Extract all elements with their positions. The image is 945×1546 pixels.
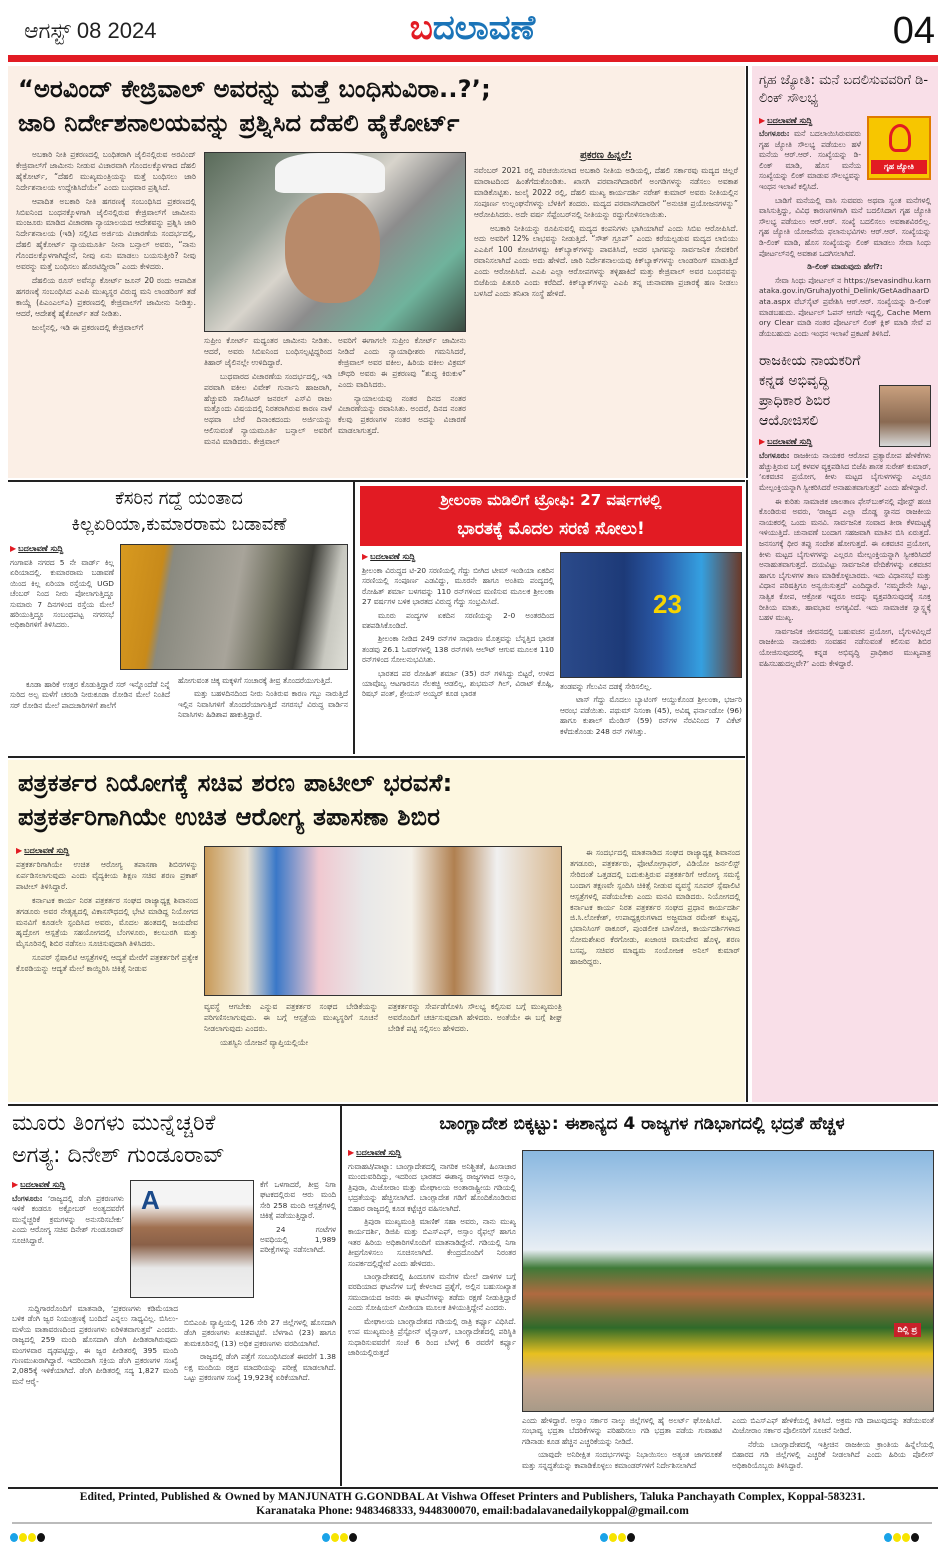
jersey-number: 23: [653, 589, 682, 619]
backdrop-lettering: A: [141, 1185, 162, 1215]
paragraph: ಗುವಾಹಟಿ/ಪಾಟ್ನಾ: ಬಾಂಗ್ಲಾದೇಶದಲ್ಲಿ ನಾಗರಿಕ ಅನಿಶ್ಚಿತತೆ, ಹಿಂಸಾಚಾರ ಮುಂದುವರಿದಿದ್ದು, ಇದರಿಂದ ಭಾರತದ ಈಶಾನ್ಯ ರಾಜ್ಯಗಳಾದ ಅಸ್ಸಾಂ, ತ್ರಿಪುರಾ, ಮಿಜೋರಾಂ ಮತ್ತು ಮೇಘಾಲಯ ಅಂತಾರಾಷ್ಟ್ರೀಯ ಗಡಿಯಲ್ಲಿ ಭದ್ರತೆಯನ್ನು ಹೆಚ್ಚಿಸಲಾಗಿದೆ. ಬಾಂಗ್ಲಾದೇಶ ಗಡಿಗೆ ಹೊಂದಿಕೊಂಡಿರುವ ಬಿಹಾರ ರಾಜ್ಯದಲ್ಲಿ ಕೂಡ ಕಟ್ಟೆಚ್ಚರ ವಹಿಸಲಾಗಿದೆ.: [348, 1162, 516, 1213]
bangladesh-story: [346, 1108, 938, 1486]
registration-marks: [322, 1527, 358, 1537]
column-divider: [340, 1106, 342, 1486]
rajakiya-headline: ರಾಜಕೀಯ ನಾಯಕರಿಗೆ ಕನ್ನಡ ಅಭಿವೃದ್ಧಿ ಪ್ರಾಧಿಕಾರ ಶಿಬಿರ ಆಯೋಜಿಸಲಿ: [759, 353, 861, 430]
byline: ▶ ಬದಲಾವಣೆ ಸುದ್ದಿ: [759, 116, 931, 126]
byline: ▶ ಬದಲಾವಣೆ ಸುದ್ದಿ: [10, 544, 63, 554]
bangla-col1: [348, 1162, 516, 1361]
border-security-photo: [522, 1150, 934, 1412]
paragraph: ಯಶಸ್ವಿನಿ ಯೋಜನೆ ವ್ಯಾಪ್ತಿಯಲ್ಲಿಯೇ: [220, 1037, 309, 1047]
minister-delegation-photo: [204, 846, 562, 996]
paragraph: ಸಾರ್ವಜನಿಕ ಜೀವನದಲ್ಲಿ ಬಹುವಚನ ಪ್ರಯೋಗ, ಬೈಗುಳವಿಲ್ಲದೆ ರಾಜಕೀಯ ನಾಯಕರು ಸಂವಹನ ನಡೆಸುವಂತೆ ಕಲಿಸುವ ಶಿಬಿರ ಯೋಜಿಸುವುದರಲ್ಲಿ ಕನ್ನಡ ಅಭಿವೃದ್ಧಿ ಪ್ರಾಧಿಕಾರ ಮುಖ್ಯಪಾತ್ರ ವಹಿಸಬಹುದಲ್ಲವೇ?’ ಎಂದು ಕೇಳಿದ್ದಾರೆ.: [759, 626, 931, 668]
patrakarta-col3: [388, 1002, 562, 1038]
paragraph: ಈ ಸಂದರ್ಭದಲ್ಲಿ ಮಾತನಾಡಿದ ಸಂಘದ ರಾಜ್ಯಾಧ್ಯಕ್ಷ ಶಿವಾನಂದ ತಗಡೂರು, ಪತ್ರಕರ್ತರು, ಫೋಟೋಗ್ರಾಫರ್, ವಿಡಿಯೋ ಜರ್ನಲಿಸ್ಟ್ ಸೇರಿದಂತೆ ಒತ್ತಡದಲ್ಲಿ ಬದುಕುತ್ತಿರುವ ಪತ್ರಕರ್ತರಿಗೆ ಆರೋಗ್ಯ ಸಮಸ್ಯೆ ಬಂದಾಗ ತಕ್ಷಣವೇ ಸ್ಪಂದಿಸಿ ಚಿಕಿತ್ಸೆ ನೀಡುವ ವ್ಯವಸ್ಥೆ ಸೂಪರ್ ಸ್ಪೆಷಾಲಿಟಿ ಆಸ್ಪತ್ರೆಗಳಲ್ಲಿ ಪಡೆಯಬೇಕು ಎಂದು ಮನವಿ ಮಾಡಿದರು. ನಿಯೋಗದಲ್ಲಿ ಕರ್ನಾಟಕ ಕಾರ್ಯ ನಿರತ ಪತ್ರಕರ್ತರ ಸಂಘದ ಪ್ರಧಾನ ಕಾರ್ಯದರ್ಶಿ ಜಿ.ಸಿ.ಲೋಕೇಶ್, ಉಪಾಧ್ಯಕ್ಷರುಗಳಾದ ಅಜ್ಜಮಾಡ ರಮೇಶ್ ಕುಟ್ಟಪ್ಪ, ಭವಾನಿಸಿಂಗ್ ಠಾಕೂರ್, ಪುಂಡಲೀಕ ಬಾಳೋಜಿ, ಕಾರ್ಯದರ್ಶಿಗಳಾದ ಸೋಮಶೇಖರ ಕೆರಗೋಡು, ಖಜಾಂಚಿ ವಾಸುದೇವ ಹೊಳ್ಳ, ಶರಣ ಬಸಪ್ಪ, ಸಚಿವರ ಮಾಧ್ಯಮ ಸಂಯೋಜಕ ಅನಿಲ್ ಕುಮಾರ್ ಹಾಜರಿದ್ದರು.: [570, 848, 740, 967]
bangla-headline: ಬಾಂಗ್ಲಾದೇಶ ಬಿಕ್ಕಟ್ಟು: ಈಶಾನ್ಯದ 4 ರಾಜ್ಯಗಳ ಗಡಿಭಾಗದಲ್ಲಿ ಭದ್ರತೆ ಹೆಚ್ಚಳ: [439, 1114, 845, 1134]
bangla-col3: [732, 1416, 934, 1474]
column-divider: [746, 480, 748, 1102]
srilanka-headline-line1: ಶ್ರೀಲಂಕಾ ಮಡಿಲಿಗೆ ಟ್ರೋಫಿ: 27 ವರ್ಷಗಳಲ್ಲಿ: [440, 491, 662, 509]
logo-rest: ದಲಾವಣೆ: [432, 8, 536, 48]
patrakarta-col2: [204, 1002, 378, 1052]
paragraph: ಮನೆ ಬದಲಾಯಿಸಿರುವವರು ಗೃಹ ಜ್ಯೋತಿ ಸೌಲಭ್ಯ ಪಡೆಯಲು ಹಳೆ ಮನೆಯ ಆರ್.ಆರ್. ಸಂಖ್ಯೆಯನ್ನು ಡಿ-ಲಿಂಕ್ ಮಾಡಿ, ಹೊಸ ಮನೆಯ ಸಂಖ್ಯೆಯನ್ನು ಲಿಂಕ್ ಮಾಡುವ ಸೌಲಭ್ಯವನ್ನು ಇಂಧನ ಇಲಾಖೆ ಕಲ್ಪಿಸಿದೆ.: [759, 129, 861, 191]
right-column: [752, 66, 938, 1102]
dengue-story: [8, 1108, 338, 1486]
suresh-kumar-photo: [879, 385, 931, 447]
gruha-headline: ಗೃಹ ಜ್ಯೋತಿ: ಮನೆ ಬದಲಿಸುವವರಿಗೆ ಡಿ-ಲಿಂಕ್ ಸೌಲಭ್ಯ: [759, 73, 929, 106]
gruha-subhead: ಡಿ-ಲಿಂಕ್ ಮಾಡುವುದು ಹೇಗೆ?:: [807, 262, 883, 272]
patrakarta-headline-line2: ಪತ್ರಕರ್ತರಿಗಾಗಿಯೇ ಉಚಿತ ಆರೋಗ್ಯ ತಪಾಸಣಾ ಶಿಬಿರ: [18, 803, 441, 831]
logo-first-letter: ಬ: [409, 8, 433, 48]
bulb-icon: [889, 124, 911, 152]
newspaper-logo: [0, 8, 945, 48]
registration-marks: [600, 1527, 636, 1537]
byline: ▶ ಬದಲಾವಣೆ ಸುದ್ದಿ: [362, 552, 415, 562]
srilanka-story: [360, 484, 745, 754]
gruha-jyothi-story: [759, 72, 931, 339]
imprint-footer: [0, 1490, 945, 1518]
masthead-divider: [8, 55, 938, 62]
dateline: ಬೆಂಗಳೂರು:: [12, 1194, 43, 1203]
lead-subheading: ಪ್ರಕರಣ ಹಿನ್ನಲೆ:: [580, 150, 632, 161]
paragraph: ‘ರಾಜ್ಯದಲ್ಲಿ ಡೆಂಗಿ ಪ್ರಕರಣಗಳು ಇಳಿಕೆ ಕಂಡರೂ ಅಕ್ಟೋಬರ್ ಅಂತ್ಯದವರೆಗೆ ಮುನ್ನೆಚ್ಚರಿಕೆ ಕ್ರಮಗಳನ್ನು ಅನುಸರಿಸಬೇಕು’ ಎಂದು ಆರೋಗ್ಯ ಸಚಿವ ದಿನೇಶ್ ಗುಂಡೂರಾವ್ ಸೂಚಿಸಿದ್ದಾರೆ.: [12, 1194, 124, 1245]
srilanka-headline-line2: ಭಾರತಕ್ಕೆ ಮೊದಲ ಸರಣಿ ಸೋಲು!: [457, 519, 645, 539]
dengue-col3: [184, 1318, 336, 1386]
byline: ▶ ಬದಲಾವಣೆ ಸುದ್ದಿ: [348, 1148, 401, 1158]
kesari-col2: [178, 676, 348, 724]
paragraph: ಜುಲೈನಲ್ಲಿ, ಇಡಿ ಈ ಪ್ರಕರಣದಲ್ಲಿ ಕೇಜ್ರಿವಾಲ್‌ಗೆ: [32, 322, 144, 332]
logo-caption: ಗೃಹ ಜ್ಯೋತಿ: [871, 160, 927, 174]
srilanka-col1: [362, 566, 554, 703]
lead-headline-line2: ಜಾರಿ ನಿರ್ದೇಶನಾಲಯವನ್ನು ಪ್ರಶ್ನಿಸಿದ ದೆಹಲಿ ಹೈಕೋರ್ಟ್: [18, 109, 460, 137]
dateline: ಬೆಂಗಳೂರು:: [759, 129, 790, 138]
photo-sign: ದಿಲ್ಲಿ ಪ್ರ: [894, 1323, 921, 1337]
paragraph: ರಾಜಕೀಯ ನಾಯಕರ ಆರೋಪ ಪ್ರತ್ಯಾರೋಪ ಹೇಳಿಕೆಗಳು ಹೆಚ್ಚುತ್ತಿರುವ ಬಗ್ಗೆ ಕಳವಳ ವ್ಯಕ್ತಪಡಿಸಿದ ಬಿಜೆಪಿ ಶಾಸಕ ಸುರೇಶ್ ಕುಮಾರ್, ‘ಏಕವಚನ ಪ್ರಯೋಗ, ಕೀಳು ಮಟ್ಟದ ಬೈಗುಳಗಳನ್ನು ಎಲ್ಲರೂ ಮೇಲ್ಪಂಕ್ತಿಯನ್ನಾಗಿ ಸ್ವೀಕರಿಸಿದರೆ ಅನಾಹುತವಾಗುತ್ತದೆ’ ಎಂದು ಹೇಳಿದ್ದಾರೆ.: [759, 451, 931, 493]
srilanka-col2: [560, 682, 742, 740]
column-divider: [746, 66, 748, 478]
dengue-headline-line2: ಅಗತ್ಯ: ದಿನೇಶ್ ಗುಂಡೂರಾವ್: [12, 1143, 225, 1168]
paragraph: ಸುಪ್ರೀಂ ಕೋರ್ಟ್ ಮಧ್ಯಂತರ ಜಾಮೀನು ನೀಡಿತು. ಆದರೆ, ಅವರು ಸಿಬಿಐನಿಂದ ಬಂಧಿಸಲ್ಪಟ್ಟಿದ್ದರಿಂದ ತಿಹಾರ್ ಜೈಲಿನಲ್ಲೇ ಉಳಿದಿದ್ದಾರೆ.: [204, 336, 332, 367]
journalist-health-story: [8, 760, 745, 1102]
paragraph: ಬಾಂಗ್ಲಾದೇಶದಲ್ಲಿ ಹಿಂದೂಗಳ ಮನೆಗಳ ಮೇಲೆ ದಾಳಿಗಳ ಬಗ್ಗೆ ವರದಿಯಾದ ಘಟನೆಗಳ ಬಗ್ಗೆ ಕೇಳಲಾದ ಪ್ರಶ್ನೆಗೆ, ಅಲ್ಲಿನ ಬಹುಸಂಖ್ಯಾತ ಸಮುದಾಯದ ಜನರು ಈ ಘಟನೆಗಳನ್ನು ತಡೆದು ರಕ್ಷಣೆ ನೀಡುತ್ತಿದ್ದಾರೆ ಎಂದು ಸೋಷಿಯಲ್ ಮೀಡಿಯಾ ಮೂಲಕ ತಿಳಿಯುತ್ತಿದ್ದೇನೆ ಎಂದರು.: [348, 1272, 516, 1313]
patrakarta-col4: [570, 848, 740, 971]
paragraph: ಅವರಿಗೆ ಈಗಾಗಲೇ ಸುಪ್ರೀಂ ಕೋರ್ಟ್ ಜಾಮೀನು ನೀಡಿದೆ ಎಂದು ನ್ಯಾಯಾಧೀಶರು ಗಮನಿಸಿದರೆ, ಕೇಜ್ರಿವಾಲ್ ಅವರ ವಕೀಲ, ಹಿರಿಯ ವಕೀಲ ವಿಕ್ರಮ್ ಚೌಧರಿ ಅವರು ಈ ಪ್ರಕರಣವು “ಶುದ್ಧ ಕಿರುಕುಳ” ಎಂದು ವಾದಿಸಿದರು.: [338, 336, 466, 389]
footer-divider: [8, 1487, 938, 1489]
paragraph: ಪತ್ರಕರ್ತರಿಗಾಗಿಯೇ ಉಚಿತ ಆರೋಗ್ಯ ತಪಾಸಣಾ ಶಿಬಿರಗಳನ್ನು ಏರ್ಪಡಿಸಲಾಗುವುದು ಎಂದು ವೈದ್ಯಕೀಯ ಶಿಕ್ಷಣ ಸಚಿವ ಶರಣ ಪ್ರಕಾಶ್ ಪಾಟೀಲ್ ತಿಳಿಸಿದ್ದಾರೆ.: [16, 860, 198, 891]
paragraph: ನವೆಂಬರ್ 2021 ರಲ್ಲಿ ಪರಿಚಯಿಸಲಾದ ಅಬಕಾರಿ ನೀತಿಯ ಅಡಿಯಲ್ಲಿ, ದೆಹಲಿ ಸರ್ಕಾರವು ಮದ್ಯದ ಚಿಲ್ಲರೆ ಮಾರಾಟದಿಂದ ಹಿಂತೆಗೆದುಕೊಂಡಿತು. ಖಾಸಗಿ ಪರವಾನಗಿದಾರರಿಗೆ ಅಂಗಡಿಗಳನ್ನು ನಡೆಸಲು ಅವಕಾಶ ಮಾಡಿಕೊಟ್ಟಿತು. ಜುಲೈ 2022 ರಲ್ಲಿ, ದೆಹಲಿ ಮುಖ್ಯ ಕಾರ್ಯದರ್ಶಿ ನರೇಶ್ ಕುಮಾರ್ ಅವರು ನೀತಿಯಲ್ಲಿನ ಸಂಪೂರ್ಣ ಉಲ್ಲಂಘನೆಗಳನ್ನು ಬೆಳಕಿಗೆ ತಂದರು. ಮದ್ಯದ ಪರವಾನಗಿದಾರರಿಗೆ “ಅನುಚಿತ ಪ್ರಯೋಜನಗಳನ್ನು” ಆರೋಪಿಸಿದರು. ಅದೇ ವರ್ಷ ಸೆಪ್ಟೆಂಬರ್‌ನಲ್ಲಿ ನೀತಿಯನ್ನು ರದ್ದುಗೊಳಿಸಲಾಯಿತು.: [474, 166, 738, 219]
imprint-line1: Edited, Printed, Published & Owned by MANJUNATH G.GONDBAL At Vishwa Offeset Printers and Publishers, Taluka Panchayath Complex, Koppal-583231.: [79, 1491, 866, 1503]
dengue-headline-line1: ಮೂರು ತಿಂಗಳು ಮುನ್ನೆಚ್ಚರಿಕೆ: [12, 1111, 216, 1136]
byline: ▶ ಬದಲಾವಣೆ ಸುದ್ದಿ: [759, 437, 931, 447]
section-divider: [8, 1104, 938, 1106]
kesari-story: [8, 484, 350, 754]
lead-col4: [474, 166, 738, 303]
patrakarta-headline-line1: ಪತ್ರಕರ್ತರ ನಿಯೋಗಕ್ಕೆ ಸಚಿವ ಶರಣ ಪಾಟೀಲ್ ಭರವಸೆ:: [18, 769, 453, 797]
column-divider: [353, 482, 355, 754]
paragraph: ಶ್ರೀಲಂಕಾ ವಿರುದ್ಧದ ಟಿ-20 ಸರಣಿಯಲ್ಲಿ ಗೆದ್ದು ಬೀಗಿದ ಟೀಮ್ ಇಂಡಿಯಾ ಏಕದಿನ ಸರಣಿಯಲ್ಲಿ ಸಂಪೂರ್ಣ ಎಡವಿದ್ದು, ಮೂರನೇ ಹಾಗೂ ಅಂತಿಮ ಪಂದ್ಯದಲ್ಲಿ ರೋಹಿತ್ ಶರ್ಮಾ ಬಳಗವನ್ನು 110 ರನ್‌ಗಳಿಂದ ಮಣಿಸುವ ಮೂಲಕ ಶ್ರೀಲಂಕಾ 27 ವರ್ಷಗಳ ಬಳಿಕ ಭಾರತದ ವಿರುದ್ಧ ಗೆದ್ದು ಸಂಭ್ರಮಿಸಿದೆ.: [362, 566, 554, 607]
paragraph: ನ್ಯಾಯಾಲಯವು ನಂತರ ದಿನದ ನಂತರ ವಿಚಾರಣೆಯನ್ನು ರವಾನಿಸಿತು. ಅಂದರೆ, ದಿನದ ನಂತರ ಕೆಲವು ಪ್ರಕರಣಗಳ ನಂತರ ಅದನ್ನು ವಿಚಾರಣೆ ಮಾಡಲಾಗುತ್ತದೆ.: [338, 393, 466, 436]
paragraph: ಮೇಘಾಲಯ ಬಾಂಗ್ಲಾದೇಶದ ಗಡಿಯಲ್ಲಿ ರಾತ್ರಿ ಕರ್ಫ್ಯೂ ವಿಧಿಸಿದೆ. ಉಪ ಮುಖ್ಯಮಂತ್ರಿ ಪ್ರೆಸ್ಟೋನ್ ಟೈನ್ಸಾಂಗ್, ಬಾಂಗ್ಲಾದೇಶದಲ್ಲಿ ಪರಿಸ್ಥಿತಿ ಸುಧಾರಿಸುವವರೆಗೆ ಸಂಜೆ 6 ರಿಂದ ಬೆಳಗ್ಗೆ 6 ರವರೆಗೆ ಕರ್ಫ್ಯೂ ಜಾರಿಯಲ್ಲಿರುತ್ತದೆ: [348, 1316, 516, 1357]
kesari-col1b: [10, 680, 170, 714]
paragraph: ಮೂರು ಪಂದ್ಯಗಳ ಏಕದಿನ ಸರಣಿಯನ್ನು 2-0 ಅಂತರದಿಂದ ವಶಪಡಿಸಿಕೊಂಡಿದೆ.: [362, 610, 554, 631]
kesari-headline-line2: ಕಿಲ್ಲಏರಿಯಾ,ಕುಮಾರರಾಮ ಬಡಾವಣೆ: [71, 514, 287, 535]
lead-col2: [204, 336, 332, 451]
cricket-players-photo: [560, 552, 742, 678]
paragraph: ದೆಹಲಿಯ ರೂಸ್ ಅವೆನ್ಯೂ ಕೋರ್ಟ್ ಜೂನ್ 20 ರಂದು ಆಪಾದಿತ ಹಗರಣಕ್ಕೆ ಸಂಬಂಧಿಸಿದ ಎಎಪಿ ಮುಖ್ಯಸ್ಥರ ವಿರುದ್ಧ ಮನಿ ಲಾಂಡರಿಂಗ್ ತಡೆ ಕಾಯ್ದೆ (ಪಿಎಂಎಲ್‌ಎ) ಪ್ರಕರಣದಲ್ಲಿ ಕೇಜ್ರಿವಾಲ್‌ಗೆ ಜಾಮೀನು ನೀಡಿತ್ತು. ಆದರೆ, ಆದೇಶಕ್ಕೆ ಹೈಕೋರ್ಟ್ ತಡೆ ನೀಡಿತು.: [16, 275, 196, 318]
paragraph: ಹೋಗುವಂತ ಚಿಕ್ಕ ಮಕ್ಕಳಿಗೆ ಸಂಚಾರಕ್ಕೆ ತೀವ್ರ ತೊಂದರೆಯುಗುತ್ತಿದೆ.: [178, 676, 333, 685]
section-divider: [8, 756, 745, 758]
lead-col1: [16, 150, 196, 337]
paragraph: ಗಂಗಾವತಿ ನಗರದ 5 ನೇ ವಾರ್ಡ್ ಕಿಲ್ಲ ಏರಿಯಾದಲ್ಲಿ. ಕುಮಾರರಾಮ ಬಡಾವಣೆ ಯಿಂದ ಕಿಲ್ಲ ಏರಿಯಾ ರಸ್ತೆಯಲ್ಲಿ UGD ಚೆಂಬರ್ ನಿಂದ ನೀರು ಪೋಲಾಗುತ್ತಿದ್ದೂ ಸುಮಾರು 7 ದಿನಗಳಿಂದ ರಸ್ತೆಯ ಮೇಲೆ ಹರಿಯುತ್ತಿದ್ದೂ ಸಂಬಂಧಪಟ್ಟ ನಗರಸಭೆ ಅಧಿಕಾರಿಗಳಿಗೆ ತಿಳಿಸಿದರು.: [10, 558, 114, 630]
paragraph: ಬುಧವಾರದ ವಿಚಾರಣೆಯ ಸಂದರ್ಭದಲ್ಲಿ, ಇಡಿ ಪರವಾಗಿ ವಕೀಲ ವಿವೇಕ್ ಗುರ್ನಾನಿ ಹಾಜರಾಗಿ, ಹೆಚ್ಚುವರಿ ಸಾಲಿಸಿಟರ್ ಜನರಲ್ ಎಸ್‌ವಿ ರಾಜು ಮತ್ತೊಂದು ವಿಷಯದಲ್ಲಿ ನಿರತರಾಗಿರುವ ಕಾರಣ ನಾಳೆ ಅಥವಾ ಬೇರೆ ದಿನಾಂಕದಂದು ಅರ್ಜಿಯನ್ನು ಆಲಿಸುವಂತೆ ನ್ಯಾಯಮೂರ್ತಿ ಬನ್ಸಾಲ್ ಅವರಿಗೆ ಮನವಿ ಮಾಡಿದರು. ಕೇಜ್ರಿವಾಲ್: [204, 371, 332, 447]
paragraph: ಮತ್ತು ಬಹಳದಿನದಿಂದ ನೀರು ನಿಂತಿರುವ ಕಾರಣ ಗಬ್ಬು ನಾರುತ್ತಿದೆ ಇಲ್ಲಿನ ನಿವಾಸಿಗಳಿಗೆ ತೊಂದರೆಯಾಗುತ್ತಿದೆ ನಗರಸಭೆ ವಿರುದ್ಧ ವಾರ್ಡಿನ ನಿವಾಸಿಗಳು ಹಿಡಿಶಾಪ ಹಾಕುತ್ತಿದ್ದಾರೆ.: [178, 689, 348, 720]
paragraph: ಎಂದು ಬಿಎಸ್‌ಎಫ್ ಹೇಳಿಕೆಯಲ್ಲಿ ತಿಳಿಸಿದೆ. ಅಕ್ರಮ ಗಡಿ ದಾಟುವುದನ್ನು ತಡೆಯುವಂತೆ ಮಿಜೋರಾಂ ಸರ್ಕಾರ ಪೊಲೀಸರಿಗೆ ಸೂಚನೆ ನೀಡಿದೆ.: [732, 1416, 934, 1436]
paragraph: 24 ಗಂಟೆಗಳ ಅವಧಿಯಲ್ಲಿ 1,989 ಪರೀಕ್ಷೆಗಳನ್ನು ನಡೆಸಲಾಗಿದೆ.: [260, 1224, 336, 1255]
lead-story: [8, 66, 745, 478]
patrakarta-col1: [16, 860, 198, 978]
paragraph: ಶ್ರೀಲಂಕಾ ನೀಡಿದ 249 ರನ್‌ಗಳ ಸಾಧಾರಣ ಮೊತ್ತವನ್ನು ಬೆನ್ನತ್ತಿದ ಭಾರತ ತಂಡವು 26.1 ಓವರ್‌ಗಳಲ್ಲಿ 138 ರನ್‌ಗಳಿಸಿ ಆಲೌಟ್ ಆಗುವ ಮೂಲಕ 110 ರನ್‌ಗಳಿಂದ ಸೋಲನುಭವಿಸಿತು.: [362, 634, 554, 665]
rajakiya-story: [759, 351, 931, 669]
paragraph: ಟಾಸ್ ಗೆದ್ದು ಮೊದಲು ಬ್ಯಾಟಿಂಗ್ ಆಯ್ದುಕೊಂಡ ಶ್ರೀಲಂಕಾ, ಭರ್ಜರಿ ಆರಂಭ ಪಡೆಯಿತು. ಪಥುಮ್ ನಿಸಂಕಾ (45), ಅವಿಷ್ಕ ಫರ್ನಾಂಡೋ (96) ಹಾಗೂ ಕುಶಾಲ್ ಮೆಂಡಿಸ್ (59) ರನ್‌ಗಳ ನೆರವಿನಿಂದ 7 ವಿಕೆಟ್ ಕಳೆದುಕೊಂಡು 248 ರನ್ ಗಳಿಸಿತ್ತು.: [560, 695, 742, 736]
srilanka-headline-box: [360, 486, 742, 546]
paragraph: ಅಬಕಾರಿ ನೀತಿ ಪ್ರಕರಣದಲ್ಲಿ ಬಂಧಿತರಾಗಿ ಜೈಲಿನಲ್ಲಿರುವ ಅರವಿಂದ್ ಕೇಜ್ರಿವಾಲ್‌ಗೆ ಜಾಮೀನು ನೀಡುವ ವಿಚಾರವಾಗಿ ಗೊಂದಲಕ್ಕೊಳಗಾದ ದೆಹಲಿ ಹೈಕೋರ್ಟ್, “ದೆಹಲಿ ಮುಖ್ಯಮಂತ್ರಿಯನ್ನು ಮತ್ತೆ ಬಂಧಿಸಲು ಜಾರಿ ನಿರ್ದೇಶನಾಲಯ ಉದ್ದೇಶಿಸಿದೆಯೇ” ಎಂದು ಬುಧವಾರ ಪ್ರಶ್ನಿಸಿದೆ.: [16, 150, 196, 192]
paragraph: ಎಂದು ಹೇಳಿದ್ದಾರೆ. ಅಸ್ಸಾಂ ಸರ್ಕಾರ ನಾಲ್ಕು ಜಿಲ್ಲೆಗಳಲ್ಲಿ ಹೈ ಅಲರ್ಟ್ ಘೋಷಿಸಿದೆ. ಸಂಭಾವ್ಯ ಭದ್ರತಾ ಬೆದರಿಕೆಗಳನ್ನು ಪರಿಹರಿಸಲು ಗಡಿ ಭದ್ರತಾ ಪಡೆಯ ಗುವಾಹಟಿ ಗಡಿನಾಡು ಕೂಡ ಹೆಚ್ಚಿನ ಎಚ್ಚರಿಕೆಯನ್ನು ನೀಡಿದೆ.: [522, 1416, 722, 1446]
paragraph: ಪತ್ರಕರ್ತರನ್ನು ಸೇರ್ಪಡೆಗೊಳಿಸಿ ಸೌಲಭ್ಯ ಕಲ್ಪಿಸುವ ಬಗ್ಗೆ ಮುಖ್ಯಮಂತ್ರಿ ಅವರೊಂದಿಗೆ ಚರ್ಚಿಸುವುದಾಗಿ ಹೇಳಿದರು. ಅಂತೆಯೇ ಈ ಬಗ್ಗೆ ಶೀಘ್ರ ಬೇಡಿಕೆ ಪಟ್ಟಿ ಸಲ್ಲಿಸಲು ಹೇಳಿದರು.: [388, 1002, 562, 1033]
waterlogged-road-photo: [120, 544, 348, 670]
paragraph: ಆಪಾದಿತ ಅಬಕಾರಿ ನೀತಿ ಹಗರಣಕ್ಕೆ ಸಂಬಂಧಿಸಿದ ಪ್ರಕರಣದಲ್ಲಿ ಸಿಬಿಐನಿಂದ ಬಂಧನಕ್ಕೊಳಗಾಗಿ ಜೈಲಿನಲ್ಲಿರುವ ಕೇಜ್ರಿವಾಲ್‌ಗೆ ಜಾಮೀನು ಮಂಜೂರು ಮಾಡಿದ ವಿಚಾರಣಾ ನ್ಯಾಯಾಲಯದ ಆದೇಶವನ್ನು ಪ್ರಶ್ನಿಸಿ ಜಾರಿ ನಿರ್ದೇಶನಾಲಯ (ಇಡಿ) ಸಲ್ಲಿಸಿದ ಅರ್ಜಿಯ ವಿಚಾರಣೆಯ ಸಂದರ್ಭದಲ್ಲಿ, ದೆಹಲಿ ಹೈಕೋರ್ಟ್ ನ್ಯಾಯಮೂರ್ತಿ ನೀನಾ ಬನ್ಸಾಲ್ ಅವರು, “ನಾನು ಗೊಂದಲಕ್ಕೊಳಗಾಗಿದ್ದೇನೆ, ನೀವು ಏನು ಮಾಡಲು ಬಯಸುತ್ತೀರಿ? ನೀವು ಅವರನ್ನು ಮತ್ತೆ ಬಂಧಿಸಲು ಹೊರಟಿದ್ದೀರಾ” ಎಂದು ಕೇಳಿದರು.: [16, 196, 196, 272]
paragraph: ಈ ಕುರಿತು ಸಾಮಾಜಿಕ ಜಾಲತಾಣ ಫೇಸ್‌ಬುಕ್‌ನಲ್ಲಿ ಪೋಸ್ಟ್ ಹಂಚಿ ಕೊಂಡಿರುವ ಅವರು, ‘ರಾಜ್ಯದ ಎಲ್ಲಾ ದೊಡ್ಡ ಸ್ಥಾನದ ರಾಜಕೀಯ ನಾಯಕರಲ್ಲಿ ಒಂದು ಮನವಿ. ಸಾರ್ವಜನಿಕ ಸಂವಾದ ತೀರಾ ಕೆಳಮಟ್ಟಕ್ಕೆ ಇಳಿಯುತ್ತಿದೆ. ಚುನಾವಣೆ ಬಂದಾಗ ಸಹಜವಾಗಿ ಮಾತಿನ ಬಿಸಿ ಏರುತ್ತದೆ. ಜನಸಂಗಕ್ಕೆ ಧೀರ ತಪ್ಪು ಸಂದೇಶ ಹೋಗುತ್ತದೆ. ಈ ಏಕವಚನ ಪ್ರಯೋಗ, ಕೀಳು ಮಟ್ಟದ ಬೈಗುಳಗಳನ್ನು ಎಲ್ಲರೂ ಮೇಲ್ಪಂಕ್ತಿಯನ್ನಾಗಿ ಸ್ವೀಕರಿಸಿದರೆ ಅನಾಹುತವಾಗುತ್ತದೆ. ದಯವಿಟ್ಟು ಸಾರ್ವಜನಿಕ ವೇದಿಕೆಗಳನ್ನು ಏಕವಚನ ಹಾಗೂ ಬೈಗುಳಗಳ ತಾಣ ಮಾಡಿಕೊಳ್ಳಬಾರದು. ಇದು ವಿಧಾನಸಭೆ ಮತ್ತು ವಿಧಾನ ಪರಿಷತ್ತಿಗೂ ಅನ್ವಯಿಸುತ್ತದೆ’ ಎಂದಿದ್ದಾರೆ. ‘ನಮ್ಮದೇನೇ ಸಿಟ್ಟು, ಸಾತ್ವಿಕ ಕೋಪ, ಆಕ್ರೋಶ ಇದ್ದರೂ ಅದನ್ನು ವ್ಯಕ್ತಪಡಿಸುವುದಕ್ಕೆ ಸೂಕ್ತ ರೀತಿಯ ಮಾತು, ಹಾವಭಾವ ಅಗತ್ಯವಿದೆ. ಇದು ಸಾಮಾಜಿಕ ಸ್ವಾಸ್ಥ್ಯಕ್ಕೆ ಬಹಳ ಮುಖ್ಯ.: [759, 496, 931, 623]
paragraph: ತ್ರಿಪುರಾ ಮುಖ್ಯಮಂತ್ರಿ ಮಾಣಿಕ್ ಸಹಾ ಅವರು, ನಾನು ಮುಖ್ಯ ಕಾರ್ಯದರ್ಶಿ, ಡಿಜಿಪಿ ಮತ್ತು ಬಿಎಸ್‌ಎಫ್, ಅಸ್ಸಾಂ ರೈಫಲ್ಸ್ ಹಾಗೂ ಇತರ ಹಿರಿಯ ಅಧಿಕಾರಿಗಳೊಂದಿಗೆ ಮಾತನಾಡಿದ್ದೇನೆ. ಗಡಿಯಲ್ಲಿ ನಿಗಾ ತೀವ್ರಗೊಳಿಸಲು ಸೂಚಿಸಲಾಗಿದೆ. ಕೇಂದ್ರದೊಂದಿಗೆ ನಿರಂತರ ಸಂಪರ್ಕದಲ್ಲಿದ್ದೇವೆ ಎಂದು ಹೇಳಿದರು.: [348, 1217, 516, 1268]
lead-headline-line1: “ಅರವಿಂದ್ ಕೇಜ್ರಿವಾಲ್ ಅವರನ್ನು ಮತ್ತೆ ಬಂಧಿಸುವಿರಾ..?’;: [18, 75, 491, 103]
paragraph: ತಂಡವನ್ನು ಗೆಲುವಿನ ದಡಕ್ಕೆ ಸೇರಿಸಲಿಲ್ಲ.: [560, 682, 652, 691]
kejriwal-photo: [204, 152, 466, 332]
page-number: 04: [892, 10, 935, 52]
paragraph: ಸುದ್ದಿಗಾರರೊಂದಿಗೆ ಮಾತನಾಡಿ, ‘ಪ್ರಕರಣಗಳು ಕಡಿಮೆಯಾದ ಬಳಿಕ ಡೆಂಗಿ ಜ್ವರ ನಿಯಂತ್ರಣಕ್ಕೆ ಬಂದಿದೆ ಎನ್ನಲು ಸಾಧ್ಯವಿಲ್ಲ. ಬಿಸಿಲು-ಮಳೆಯ ವಾತಾವರಣದಿಂದ ಪ್ರಕರಣಗಳು ಏರಿಳಿತವಾಗುತ್ತವೆ’ ಎಂದರು. ರಾಜ್ಯದಲ್ಲಿ 259 ಮಂದಿ ಹೊಸದಾಗಿ ಡೆಂಗಿ ಪೀಡಿತರಾಗಿರುವುದು ಮಂಗಳವಾರ ದೃಢಪಟ್ಟಿದ್ದು, ಈ ಜ್ವರ ಪೀಡಿತರಲ್ಲಿ 395 ಮಂದಿ ಗುಣಮುಖರಾಗಿದ್ದಾರೆ. ಇದರಿಂದಾಗಿ ಸಕ್ರಿಯ ಡೆಂಗಿ ಪ್ರಕರಣಗಳ ಸಂಖ್ಯೆ 2,085ಕ್ಕೆ ಇಳಿಕೆಯಾಗಿದೆ. ಡೆಂಗಿ ಪೀಡಿತರಲ್ಲಿ ಸದ್ಯ 1,827 ಮಂದಿ ಮನೆ ಆರೈ-: [12, 1304, 178, 1386]
paragraph: ವ್ಯವಸ್ಥೆ ಆಗಬೇಕು ಎನ್ನುವ ಪತ್ರಕರ್ತರ ಸಂಘದ ಬೇಡಿಕೆಯನ್ನು ಪರಿಗಣಿಸಲಾಗುವುದು. ಈ ಬಗ್ಗೆ ಆಸ್ಪತ್ರೆಯ ಮುಖ್ಯಸ್ಥರಿಗೆ ಸೂಚನೆ ನೀಡಲಾಗುವುದು ಎಂದರು.: [204, 1002, 378, 1033]
issue-date: ಆಗಸ್ಟ್ 08 2024: [24, 18, 157, 43]
bangla-col2: [522, 1416, 722, 1474]
paragraph: ಬಾಡಿಗೆ ಮನೆಯಲ್ಲಿ ವಾಸಿ ಸುವವರು ಅಥವಾ ಸ್ವಂತ ಮನೆಗಳಲ್ಲಿ ವಾಸಿಸುತ್ತಿದ್ದು, ವಿವಿಧ ಕಾರಣಗಳಿಗಾಗಿ ಮನೆ ಬದಲಿಸಿದಾಗ ಗೃಹ ಜ್ಯೋತಿ ಸೌಲಭ್ಯ ಪಡೆಯಲು ಆರ್.ಆರ್. ಸಂಖ್ಯೆ ಬದಲಿಸಲು ಅವಕಾಶವಿರಲಿಲ್ಲ. ಗೃಹ ಜ್ಯೋತಿ ಯೋಜನೆಯ ಫಲಾನುಭವಿಗಳು ಆರ್.ಆರ್. ಸಂಖ್ಯೆಯನ್ನು ಡಿ-ಲಿಂಕ್ ಮಾಡಿ, ಹೊಸ ಸಂಖ್ಯೆಯನ್ನು ಲಿಂಕ್ ಮಾಡಲು ಸೇವಾ ಸಿಂಧು ಪೋರ್ಟಲ್‌ನಲ್ಲಿ ಅವಕಾಶ ಒದಗಿಸಲಾಗಿದೆ.: [759, 195, 931, 258]
paragraph: ಸೇವಾ ಸಿಂಧು ಪೋರ್ಟಲ್ ನ https://sevasindhu.karnataka.gov.in/GruhaJyothi_Delink/GetAadhaarData.aspx ವೆಬ್‌ಸೈಟ್ ಪ್ರವೇಶಿಸಿ ಆರ್.ಆರ್. ಸಂಖ್ಯೆಯನ್ನು ಡಿ-ಲಿಂಕ್ ಮಾಡಬಹುದು. ಪೋರ್ಟಲ್ ಓಪನ್ ಆಗದೇ ಇದ್ದಲ್ಲಿ, Cache Memory Clear ಮಾಡಿ ನಂತರ ಪೋರ್ಟಲ್ ಲಿಂಕ್ ಕ್ಲಿಕ್ ಮಾಡಿ ಸೇವೆ ಪಡೆಯಬಹುದು ಎಂದು ಇಂಧನ ಇಲಾಖೆ ಪ್ರಕಟಣೆ ತಿಳಿಸಿದೆ.: [759, 275, 931, 338]
byline: ▶ ಬದಲಾವಣೆ ಸುದ್ದಿ: [16, 846, 69, 856]
paragraph: ನೆರೆಯ ಬಾಂಗ್ಲಾದೇಶದಲ್ಲಿ ಇತ್ತೀಚಿನ ರಾಜಕೀಯ ಕ್ರಾಂತಿಯ ಹಿನ್ನೆಲೆಯಲ್ಲಿ ಬಿಹಾರದ ಗಡಿ ಜಿಲ್ಲೆಗಳಲ್ಲಿ ಎಚ್ಚರಿಕೆ ನೀಡಲಾಗಿದೆ ಎಂದು ಹಿರಿಯ ಪೊಲೀಸ್ ಅಧಿಕಾರಿಯೊಬ್ಬರು ತಿಳಿಸಿದ್ದಾರೆ.: [732, 1439, 934, 1470]
paragraph: ಕೂಡಾ ಹಾರಿಕೆ ಉತ್ತರ ಕೊಡುತ್ತಿದ್ದಾರೆ ಸರ್ ಇನ್ನೊಂದೆಡೆ ನಿನ್ನೆ ಸುರಿದ ಅಲ್ಪ ಮಳೆಗೆ ಚರಂಡಿ ನೀರುಕೂಡಾ ರೋಡಿನ ಮೇಲೆ ನಿಂತಿದೆ ಸರ್ ರೋಡಿನ ಮೇಲೆ ಪಾದಚಾರಿಗಳಿಗೆ ಶಾಲೆಗೆ: [10, 680, 170, 710]
imprint-line2: Karanataka Phone: 9483468333, 9448300070, email:badalavanedailykoppal@gmail.com: [256, 1505, 689, 1517]
rajakiya-body: [759, 451, 931, 669]
paragraph: ಯಾವುದೇ ಅನಿರೀಕ್ಷಿತ ಸಂದರ್ಭಗಳನ್ನು ನಿಭಾಯಿಸಲು ಅತ್ಯಂತ ಜಾಗರೂಕತೆ ಮತ್ತು ಸನ್ನದ್ಧತೆಯನ್ನು ಕಾಪಾಡಿಕೊಳ್ಳಲು ಕಮಾಂಡರ್‌ಗಳಿಗೆ ನಿರ್ದೇಶಿಸಲಾಗಿದೆ: [522, 1450, 722, 1470]
dateline: ಬೆಂಗಳೂರು:: [759, 451, 790, 461]
paragraph: ಅಬಕಾರಿ ನೀತಿಯನ್ನು ರೂಪಿಸುವಲ್ಲಿ ಮದ್ಯದ ಕಂಪನಿಗಳು ಭಾಗಿಯಾಗಿವೆ ಎಂದು ಸಿಬಿಐ ಆರೋಪಿಸಿದೆ. ಅದು ಅವರಿಗೆ 12% ಲಾಭವನ್ನು ನೀಡುತ್ತಿದೆ. “ಸೌತ್ ಗ್ರೂಪ್” ಎಂದು ಕರೆಯಲ್ಪಡುವ ಮದ್ಯದ ಲಾಬಿಯು ಎಎಪಿಗೆ 100 ಕೋಟಿಗಳಷ್ಟು ಕಿಕ್‌ಬ್ಯಾಕ್‌ಗಳನ್ನು ಪಾವತಿಸಿದೆ, ಅದರ ಭಾಗವನ್ನು ಸಾರ್ವಜನಿಕ ಸೇವಕರಿಗೆ ರವಾನಿಸಲಾಗಿದೆ ಎಂದು ಅದು ಹೇಳಿದೆ. ಜಾರಿ ನಿರ್ದೇಶನಾಲಯವು ಕಿಕ್‌ಬ್ಯಾಕ್‌ಗಳನ್ನು ಲಾಂಡರಿಂಗ್ ಮಾಡುತ್ತಿದೆ ಎಂದು ಆರೋಪಿಸಿದೆ. ಎಎಪಿ ಎಲ್ಲಾ ಆರೋಪಗಳನ್ನು ತಳ್ಳಿಹಾಕಿದೆ ಮತ್ತು ಕೇಜ್ರಿವಾಲ್ ಅವರ ಬಂಧನವನ್ನು ಬಿಜೆಪಿಯ ಪಿತೂರಿ ಎಂದು ಕರೆದಿದೆ. ಕಿಕ್‌ಬ್ಯಾಕ್‌ಗಳನ್ನು ಎಎಪಿ ತನ್ನ ಚುನಾವಣಾ ಪ್ರಚಾರಕ್ಕೆ ಹಣ ನೀಡಲು ಬಳಸಿದೆ ಎಂದು ತನಿಖಾ ಸಂಸ್ಥೆ ಹೇಳಿದೆ.: [474, 223, 738, 298]
paragraph: ಭಾರತದ ಪರ ರೋಹಿತ್ ಶರ್ಮಾ (35) ರನ್ ಗಳಿಸಿದ್ದು ಬಿಟ್ಟರೆ, ಉಳಿದ ಯಾವೊಬ್ಬ ಆಟಗಾರನೂ ನೆಲಕಚ್ಚಿ ಆಡಲಿಲ್ಲ, ಶುಭಮನ್ ಗಿಲ್, ವಿರಾಟ್ ಕೊಹ್ಲಿ, ರಿಷಭ್ ಪಂತ್, ಶ್ರೇಯಸ್ ಅಯ್ಯರ್ ಕೂಡ ಭಾರತ: [362, 668, 554, 699]
dengue-col2: [260, 1180, 336, 1259]
paragraph: ಕೆಗೆ ಒಳಗಾದರೆ, ತೀವ್ರ ನಿಗಾ ಘಟಕದಲ್ಲಿರುವ ಆರು ಮಂದಿ ಸೇರಿ 258 ಮಂದಿ ಆಸ್ಪತ್ರೆಗಳಲ್ಲಿ ಚಿಕಿತ್ಸೆ ಪಡೆಯುತ್ತಿದ್ದಾರೆ.: [260, 1180, 336, 1221]
kesari-col1: [10, 558, 114, 634]
section-divider: [8, 480, 745, 482]
registration-line: [12, 1522, 932, 1524]
kesari-headline-line1: ಕೆಸರಿನ ಗದ್ದೆ ಯಂತಾದ: [115, 488, 243, 509]
registration-marks: [10, 1527, 46, 1537]
paragraph: ಬಿಬಿಎಂಪಿ ವ್ಯಾಪ್ತಿಯಲ್ಲಿ 126 ಸೇರಿ 27 ಜಿಲ್ಲೆಗಳಲ್ಲಿ ಹೊಸದಾಗಿ ಡೆಂಗಿ ಪ್ರಕರಣಗಳು ಖಚಿತಪಟ್ಟಿವೆ. ಬೆಳಗಾವಿ (23) ಹಾಗೂ ತುಮಕೂರಿನಲ್ಲಿ (13) ಅಧಿಕ ಪ್ರಕರಣಗಳು ವರದಿಯಾಗಿವೆ.: [184, 1318, 336, 1348]
paragraph: ಕರ್ನಾಟಕ ಕಾರ್ಯ ನಿರತ ಪತ್ರಕರ್ತರ ಸಂಘದ ರಾಜ್ಯಾಧ್ಯಕ್ಷ ಶಿವಾನಂದ ತಗಡೂರು ಅವರ ನೇತೃತ್ವದಲ್ಲಿ ವಿಕಾಸಸೌಧದಲ್ಲಿ ಭೇಟಿ ಮಾಡಿದ್ದ ನಿಯೋಗದ ಮನವಿಗೆ ಕೂಡಲೇ ಸ್ಪಂದಿಸಿದ ಅವರು, ಮೊದಲ ಹಂತದಲ್ಲಿ ಜಯದೇವ ಹೃದ್ರೋಗ ಆಸ್ಪತ್ರೆಯ ಸಹಯೋಗದಲ್ಲಿ ಬೆಂಗಳೂರು, ಕಲಬುರಗಿ ಮತ್ತು ಮೈಸೂರಿನಲ್ಲಿ ಶಿಬಿರ ನಡೆಸಲು ಸೂಚಿಸುವುದಾಗಿ ತಿಳಿಸಿದರು.: [16, 895, 198, 949]
lead-col3: [338, 336, 466, 440]
registration-marks: [884, 1527, 920, 1537]
byline: ▶ ಬದಲಾವಣೆ ಸುದ್ದಿ: [12, 1180, 65, 1190]
dengue-col1: [12, 1304, 178, 1390]
paragraph: ರಾಜ್ಯದಲ್ಲಿ ಡೆಂಗಿ ಪತ್ತೆಗೆ ಸಂಬಂಧಿಸಿದಂತೆ ಈವರೆಗೆ 1.38 ಲಕ್ಷ ಮಂದಿಯ ರಕ್ತದ ಮಾದರಿಯನ್ನು ಪರೀಕ್ಷೆ ಮಾಡಲಾಗಿದೆ. ಒಟ್ಟು ಪ್ರಕರಣಗಳ ಸಂಖ್ಯೆ 19,923ಕ್ಕೆ ಏರಿಕೆಯಾಗಿದೆ.: [184, 1352, 336, 1383]
paragraph: ಸೂಪರ್ ಸ್ಪೆಷಾಲಿಟಿ ಆಸ್ಪತ್ರೆಗಳಲ್ಲಿ ಆದ್ಯತೆ ಮೇರೆಗೆ ಪತ್ರಕರ್ತರಿಗೆ ಪ್ರತ್ಯೇಕ ಕೊಠಡಿಯನ್ನು ಆದ್ಯತೆ ಮೇಲೆ ಕಾಯ್ದಿರಿಸಿ ಚಿಕಿತ್ಸೆ ನೀಡುವ: [16, 953, 198, 974]
dengue-col1-top: [12, 1194, 124, 1300]
dinesh-gundurao-photo: [130, 1180, 254, 1298]
gruha-jyothi-logo: [867, 116, 931, 180]
